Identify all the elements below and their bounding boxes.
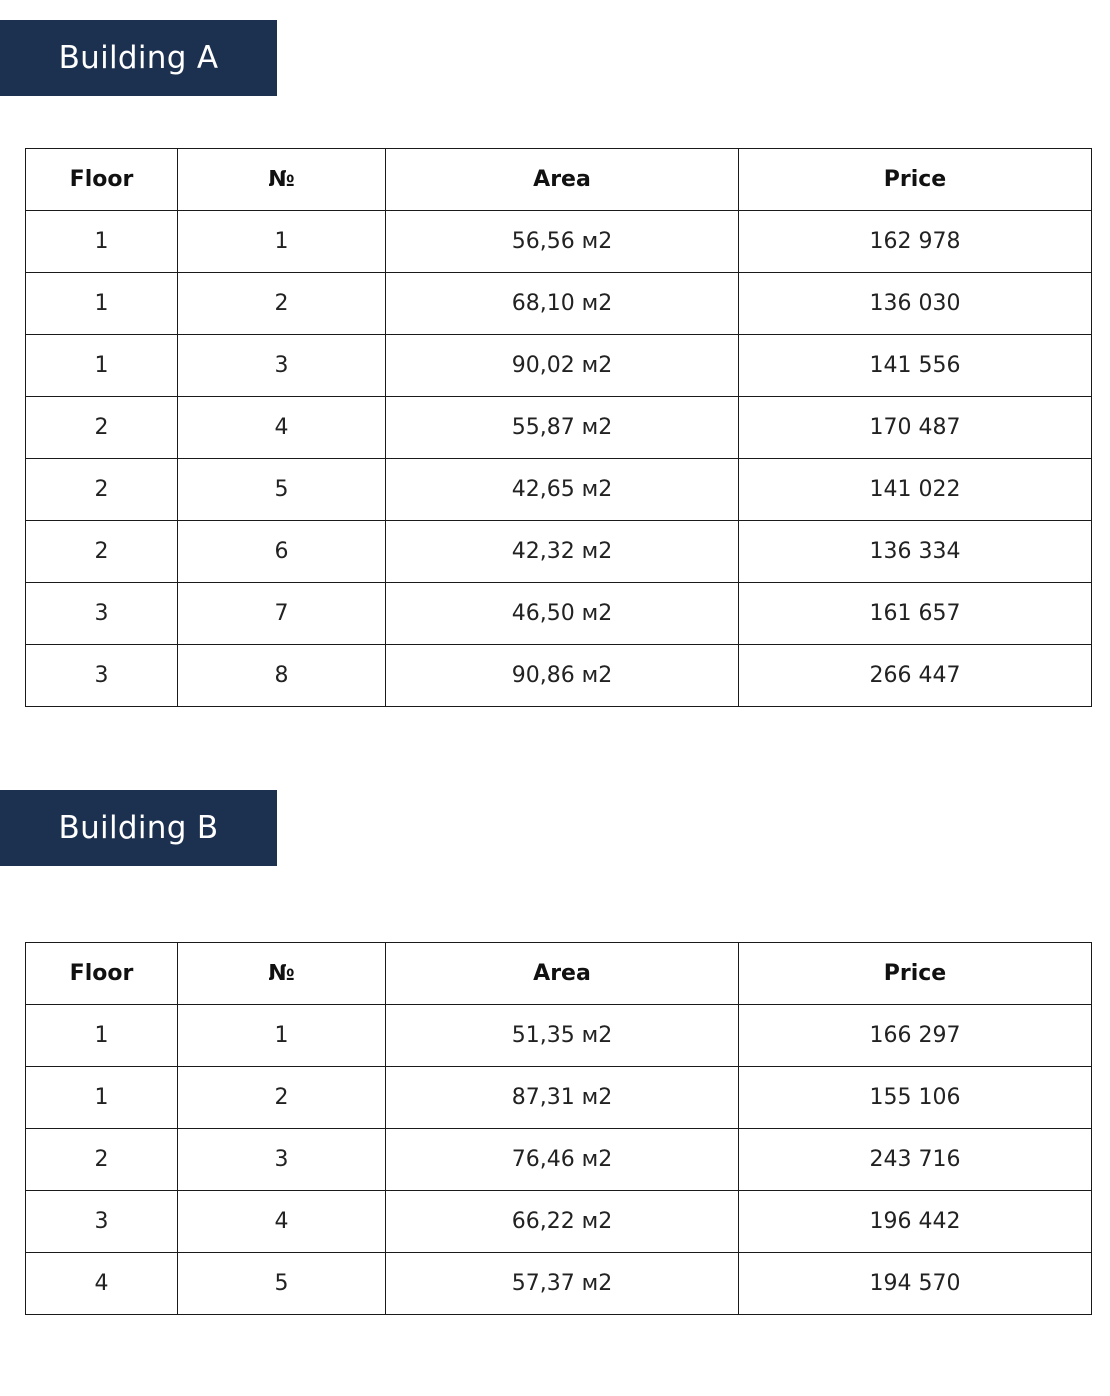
cell-price: 196 442 [739,1191,1092,1253]
cell-price: 136 030 [739,273,1092,335]
table-row [26,1067,1092,1129]
column-header-price: Price [739,149,1092,211]
cell-price: 136 334 [739,521,1092,583]
cell-floor: 2 [26,521,178,583]
column-header-number: № [178,149,386,211]
cell-area: 76,46 м2 [386,1129,739,1191]
column-header-price: Price [739,943,1092,1005]
table-row [26,583,1092,645]
column-header-number: № [178,943,386,1005]
cell-number: 5 [178,1253,386,1315]
building-a-table [25,148,1092,707]
cell-number: 3 [178,1129,386,1191]
column-header-floor: Floor [26,149,178,211]
cell-number: 2 [178,273,386,335]
cell-area: 66,22 м2 [386,1191,739,1253]
cell-number: 1 [178,211,386,273]
table-row [26,1191,1092,1253]
cell-price: 162 978 [739,211,1092,273]
building-b-title: Building B [0,790,277,866]
table-header-row [26,943,1092,1005]
cell-area: 87,31 м2 [386,1067,739,1129]
table-row [26,1129,1092,1191]
cell-number: 8 [178,645,386,707]
cell-floor: 1 [26,273,178,335]
column-header-area: Area [386,943,739,1005]
cell-area: 46,50 м2 [386,583,739,645]
cell-floor: 1 [26,1067,178,1129]
cell-floor: 1 [26,1005,178,1067]
cell-number: 4 [178,1191,386,1253]
table-row [26,1005,1092,1067]
cell-area: 57,37 м2 [386,1253,739,1315]
cell-floor: 1 [26,335,178,397]
cell-number: 2 [178,1067,386,1129]
cell-floor: 2 [26,1129,178,1191]
cell-floor: 3 [26,645,178,707]
cell-price: 161 657 [739,583,1092,645]
table-row [26,459,1092,521]
cell-price: 170 487 [739,397,1092,459]
cell-price: 194 570 [739,1253,1092,1315]
column-header-area: Area [386,149,739,211]
cell-area: 56,56 м2 [386,211,739,273]
cell-price: 141 556 [739,335,1092,397]
cell-area: 42,32 м2 [386,521,739,583]
table-header-row [26,149,1092,211]
table-row [26,211,1092,273]
cell-number: 4 [178,397,386,459]
building-b-table [25,942,1092,1315]
building-a-title: Building A [0,20,277,96]
column-header-floor: Floor [26,943,178,1005]
table-row [26,521,1092,583]
cell-area: 90,02 м2 [386,335,739,397]
table-row [26,645,1092,707]
table-row [26,335,1092,397]
cell-price: 266 447 [739,645,1092,707]
cell-number: 7 [178,583,386,645]
cell-floor: 2 [26,459,178,521]
cell-area: 55,87 м2 [386,397,739,459]
cell-floor: 1 [26,211,178,273]
cell-floor: 3 [26,1191,178,1253]
cell-price: 166 297 [739,1005,1092,1067]
cell-number: 3 [178,335,386,397]
cell-number: 5 [178,459,386,521]
cell-number: 6 [178,521,386,583]
cell-floor: 4 [26,1253,178,1315]
cell-area: 42,65 м2 [386,459,739,521]
cell-price: 243 716 [739,1129,1092,1191]
table-row [26,1253,1092,1315]
cell-price: 141 022 [739,459,1092,521]
cell-price: 155 106 [739,1067,1092,1129]
cell-floor: 3 [26,583,178,645]
cell-floor: 2 [26,397,178,459]
cell-number: 1 [178,1005,386,1067]
table-row [26,397,1092,459]
cell-area: 68,10 м2 [386,273,739,335]
cell-area: 51,35 м2 [386,1005,739,1067]
cell-area: 90,86 м2 [386,645,739,707]
table-row [26,273,1092,335]
